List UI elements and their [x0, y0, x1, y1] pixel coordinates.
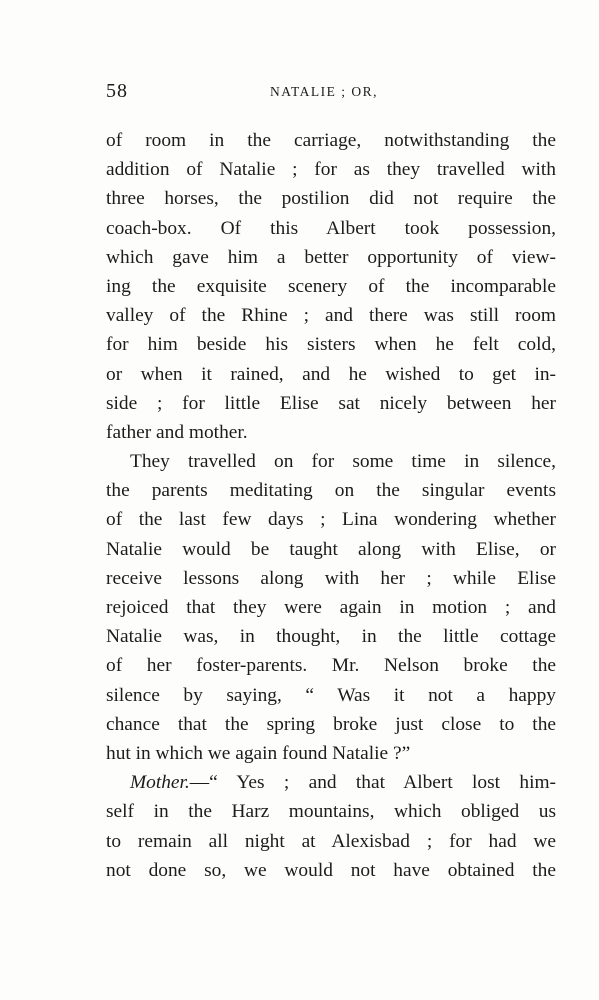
text-line: rejoiced that they were again in motion ; and [106, 597, 556, 618]
text-line: of room in the carriage, notwithstanding the [106, 130, 556, 151]
text-line: to remain all night at Alexisbad ; for had we [106, 830, 556, 852]
text-line: side ; for little Elise sat nicely between her [106, 392, 556, 414]
text-line: They travelled on for some time in silence, [130, 451, 556, 473]
text-line: of the last few days ; Lina wondering whether [106, 509, 556, 531]
text-line: or when it rained, and he wished to get in- [106, 363, 556, 385]
text-line: chance that the spring broke just close to the [106, 713, 556, 735]
text-line: not done so, we would not have obtained the [106, 859, 556, 881]
text-line: ing the exquisite scenery of the incomparable [106, 275, 556, 297]
text-line: father and mother. [106, 421, 248, 443]
text-line: coach-box. Of this Albert took possession, [106, 217, 556, 239]
text-line: for him beside his sisters when he felt cold, [106, 334, 556, 356]
text-line: of her foster-parents. Mr. Nelson broke the [106, 655, 556, 677]
text-line: Natalie was, in thought, in the little cottage [106, 626, 556, 648]
page-number: 58 [106, 80, 128, 102]
text-line: Natalie would be taught along with Elise, or [106, 538, 556, 560]
text-line: valley of the Rhine ; and there was still room [106, 305, 556, 327]
text-line: receive lessons along with her ; while Elise [106, 567, 556, 589]
speaker-label: Mother. [130, 772, 190, 794]
text-line: hut in which we again found Natalie ?” [106, 742, 411, 764]
paragraph-3 [106, 768, 556, 885]
text-line [106, 768, 556, 797]
body-text [106, 126, 556, 885]
running-head: NATALIE ; OR, [270, 84, 379, 99]
text-line: self in the Harz mountains, which obliged us [106, 801, 556, 823]
paragraph-1 [106, 126, 556, 447]
paragraph-2 [106, 447, 556, 768]
text-line: silence by saying, “ Was it not a happy [106, 684, 556, 706]
dialogue-text: —“ Yes ; and that Albert lost him- [189, 772, 556, 794]
text-line: addition of Natalie ; for as they travelled with [106, 159, 556, 181]
page-header [106, 80, 555, 104]
text-line: three horses, the postilion did not require the [106, 188, 556, 210]
text-line: the parents meditating on the singular events [106, 480, 556, 502]
text-line: which gave him a better opportunity of view- [106, 246, 556, 268]
